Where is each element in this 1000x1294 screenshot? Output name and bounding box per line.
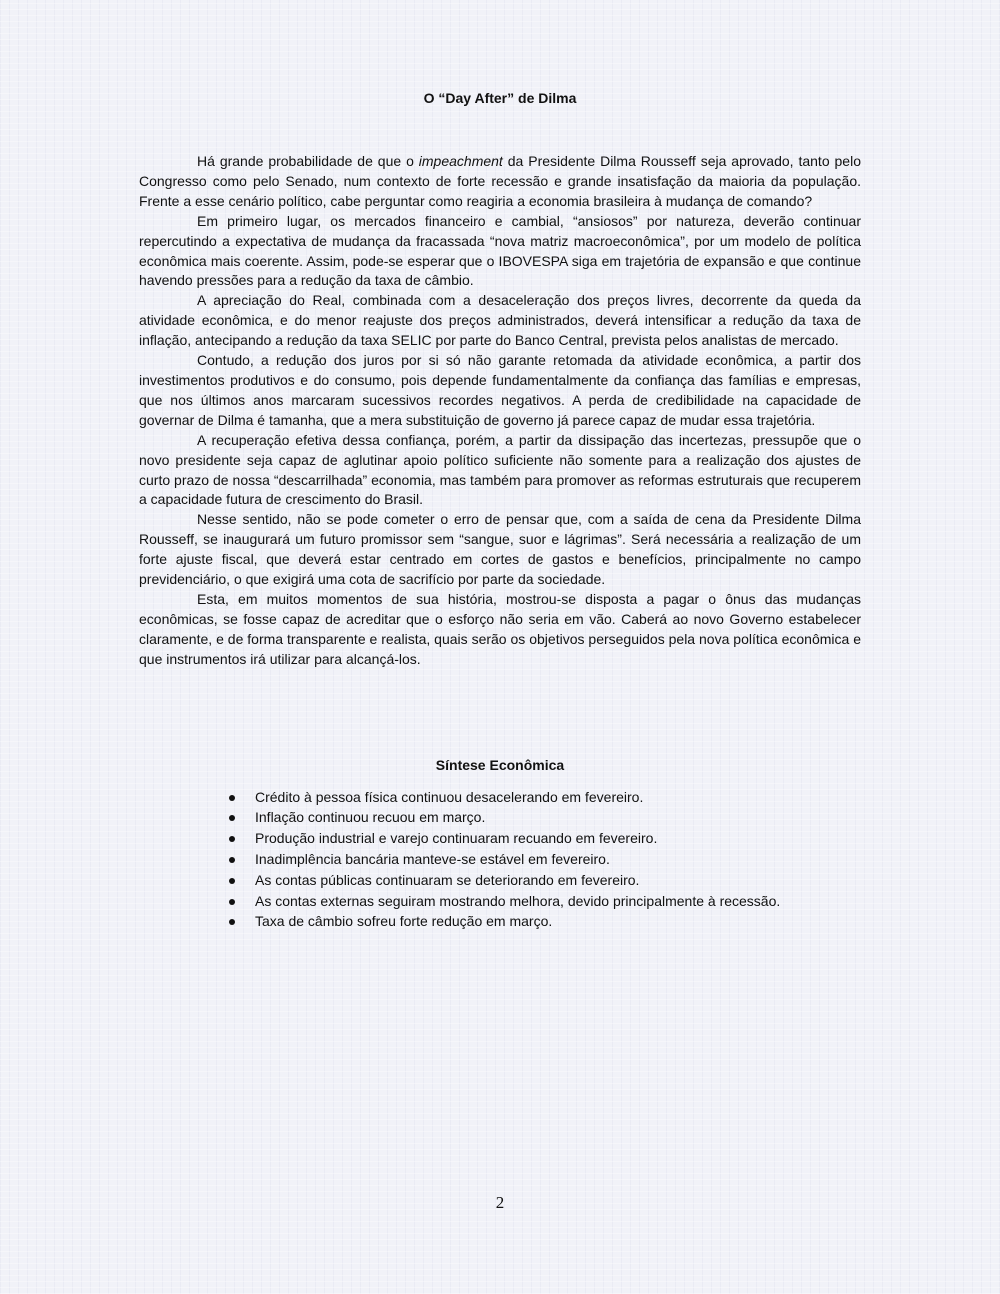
article-paragraph: A recuperação efetiva dessa confiança, porém, a partir da dissipação das incertezas, pressupõe que o novo presidente seja capaz de aglutinar apoio político suficiente não somente para a realização dos ajustes de curto prazo de nossa “descarrilhada” economia, mas também para promover as reformas estruturais que recuperem a capacidade futura de crescimento do Brasil.	[139, 431, 861, 508]
article-paragraph: Contudo, a redução dos juros por si só não garante retomada da atividade econômica, a partir dos investimentos produtivos e do consumo, pois depende fundamentalmente da confiança das famílias e empresas, que nos últimos anos marcaram sucessivos recordes negativos. A perda de credibilidade na capacidade de governar de Dilma é tamanha, que a mera substituição de governo já parece capaz de mudar essa trajetória.	[139, 352, 861, 428]
page-number: 2	[495, 1193, 505, 1212]
article-paragraph: Nesse sentido, não se pode cometer o erro de pensar que, com a saída de cena da Presidente Dilma Rousseff, se inaugurará um futuro promissor sem “sangue, suor e lágrimas”. Será necessária a realização de um forte ajuste fiscal, que deverá estar centrado em cortes de gastos e benefícios, principalmente no campo previdenciário, o que exigirá uma cota de sacrifício por parte da sociedade.	[139, 511, 861, 588]
article-paragraph: A apreciação do Real, combinada com a desaceleração dos preços livres, decorrente da queda da atividade econômica, e do menor reajuste dos preços administrados, deverá intensificar a redução da taxa de inflação, antecipando a redução da taxa SELIC por parte do Banco Central, prevista pelos analistas de mercado.	[139, 292, 861, 349]
list-item: Taxa de câmbio sofreu forte redução em março.	[229, 911, 861, 932]
list-item: As contas públicas continuaram se deteriorando em fevereiro.	[229, 870, 861, 891]
list-item: Inadimplência bancária manteve-se estável em fevereiro.	[229, 849, 861, 870]
emphasized-term: impeachment	[418, 153, 503, 169]
list-item: Inflação continuou recuou em março.	[229, 807, 861, 828]
document-page	[139, 88, 861, 932]
article-title: O “Day After” de Dilma	[423, 90, 577, 106]
article-paragraph: Em primeiro lugar, os mercados financeiro e cambial, “ansiosos” por natureza, deverão continuar repercutindo a expectativa de mudança da fracassada “nova matriz macroeconômica”, por um modelo de política econômica mais coerente. Assim, pode-se esperar que o IBOVESPA siga em trajetória de expansão e que continue havendo pressões para a redução da taxa de câmbio.	[139, 212, 861, 289]
synthesis-title: Síntese Econômica	[435, 756, 565, 773]
list-item: Produção industrial e varejo continuaram recuando em fevereiro.	[229, 828, 861, 849]
synthesis-list	[139, 787, 861, 933]
list-item: As contas externas seguiram mostrando melhora, devido principalmente à recessão.	[229, 891, 861, 912]
article-paragraph	[139, 152, 861, 212]
list-item: Crédito à pessoa física continuou desacelerando em fevereiro.	[229, 787, 861, 808]
paragraph-text: Há grande probabilidade de que o	[197, 153, 419, 169]
article-paragraph: Esta, em muitos momentos de sua história, mostrou-se disposta a pagar o ônus das mudanças econômicas, se fosse capaz de acreditar que o esforço não seria em vão. Caberá ao novo Governo estabelecer claramente, e de forma transparente e realista, quais serão os objetivos perseguidos pela nova política econômica e que instrumentos irá utilizar para alcançá-los.	[139, 590, 861, 667]
paragraph-text: da Presidente Dilma Rousseff seja aprovado, tanto pelo Congresso como pelo Senado, num contexto de forte recessão e grande insatisfação da maioria da população. Frente a esse cenário político, cabe perguntar como reagiria a economia brasileira à mudança de comando?	[139, 153, 861, 209]
